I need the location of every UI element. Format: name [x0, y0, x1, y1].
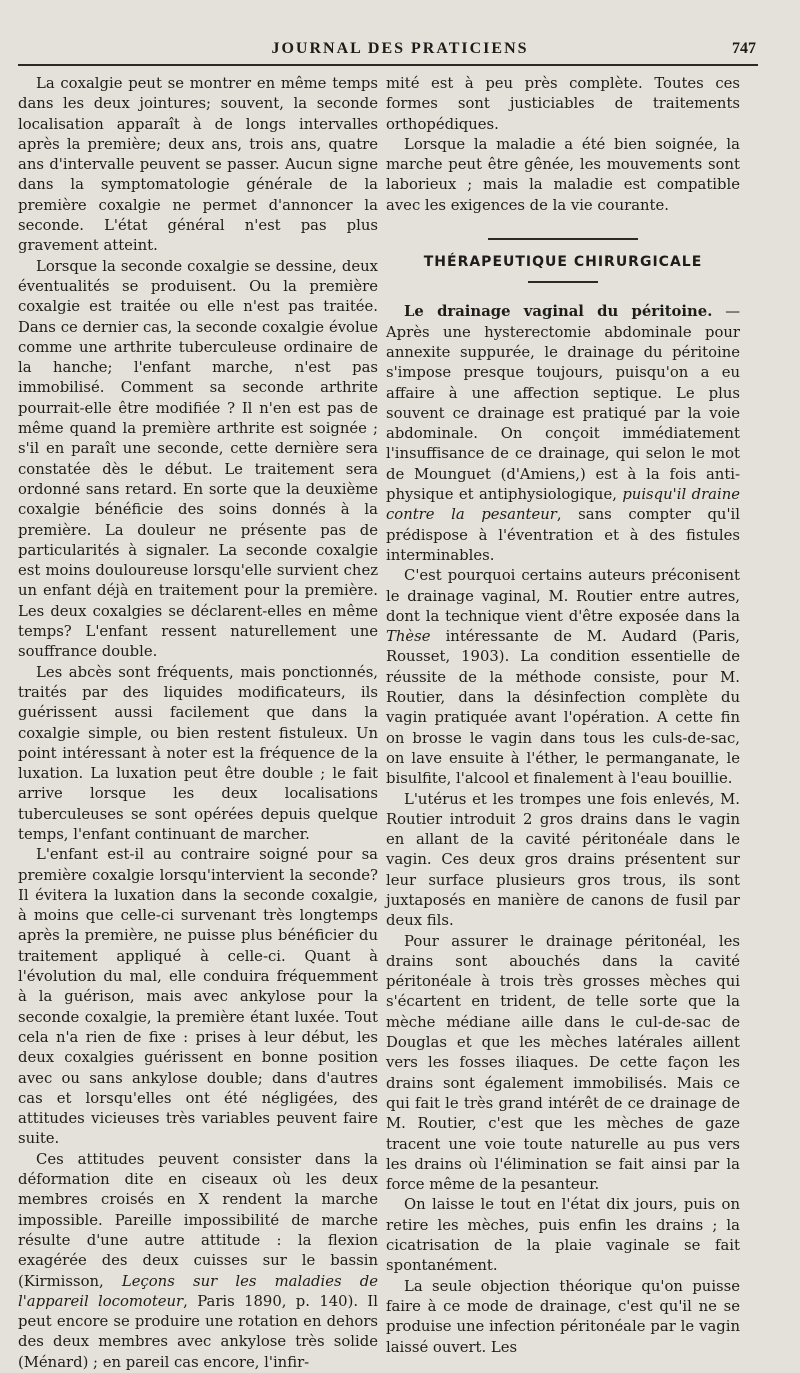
citation-title: Leçons sur les maladies de l'appareil locomoteur [18, 1272, 378, 1310]
paragraph: Les abcès sont fréquents, mais ponctionnés, traités par des liquides modificateurs, ils guérissent aussi facilement que dans la coxalgie simple, ou bien restent fistuleux. Un point intéressant à noter est la fréquence de la luxation. La luxation peut être double ; le fait arrive lorsque les deux localisations tuberculeuses se sont opérées depuis quelque temps, l'enfant continuant de marcher. [18, 663, 378, 843]
paragraph: On laisse le tout en l'état dix jours, puis on retire les mèches, puis enfin les drains ; la cicatrisation de la plaie vaginale se fait spontanément. [386, 1196, 740, 1275]
paragraph [18, 1150, 378, 1373]
paragraph-text: C'est pourquoi certains auteurs préconisent le drainage vaginal, M. Routier entre autres, dont la technique vient d'être exposée dans la [386, 567, 740, 625]
left-column [18, 74, 379, 1371]
paragraph: L'enfant est-il au contraire soigné pour sa première coxalgie lorsqu'intervient la seconde? Il évitera la luxation dans la seconde coxalgie, à moins que celle-ci survenant très longtemps après la première, ne puisse plus bénéficier du traitement appliqué à celle-ci. Quant à l'évolution du mal, elle conduira fréquemment à la guérison, mais avec ankylose pour la seconde coxalgie, la première étant luxée. Tout cela n'a rien de fixe : prises à leur début, les deux coxalgies guérissent en bonne position avec ou sans ankylose double; dans d'autres cas et lorsqu'elles ont été négligées, des attitudes vicieuses très variables peuvent faire suite. [18, 846, 378, 1148]
paragraph: L'utérus et les trompes une fois enlevés, M. Routier introduit 2 gros drains dans le vagin en allant de la cavité péritonéale dans le vagin. Ces deux gros drains présentent sur leur surface plusieurs gros trous, ils sont juxtaposés en manière de canons de fusil par deux fils. [386, 790, 740, 930]
header-rule [18, 64, 758, 66]
emphasis: Thèse [386, 628, 431, 646]
paragraph: Lorsque la maladie a été bien soignée, la marche peut être gênée, les mouvements sont laborieux ; mais la maladie est compatible avec les exigences de la vie courante. [386, 135, 740, 214]
paragraph: Pour assurer le drainage péritonéal, les drains sont abouchés dans la cavité péritonéale à trois très grosses mèches qui s'écartent en trident, de telle sorte que la mèche médiane aille dans le cul-de-sac de Douglas et que les mèches latérales aillent vers les fosses iliaques. De cette façon les drains sont également immobilisés. Mais ce qui fait le très grand intérêt de ce drainage de M. Routier, c'est que les mèches de gaze tracent une voie toute naturelle au pus vers les drains où l'élimination se fait ainsi par la force même de la pesanteur. [386, 932, 740, 1194]
page-header [0, 36, 800, 66]
paragraph-text: , Paris 1890, p. 140). Il peut encore se produire une rotation en dehors des deux membres avec ankylose très solide (Ménard) ; en pareil cas encore, l'infir- [18, 1292, 379, 1371]
paragraph: mité est à peu près complète. Toutes ces formes sont justiciables de traitements orthopédiques. [386, 75, 740, 133]
paragraph: Lorsque la seconde coxalgie se dessine, deux éventualités se produisent. Ou la première coxalgie est traitée ou elle n'est pas traitée. Dans ce dernier cas, la seconde coxalgie évolue comme une arthrite tuberculeuse ordinaire de la hanche; l'enfant marche, n'est pas immobilisé. Comment sa seconde arthrite pourrait-elle être modifiée ? Il n'en est pas de même quand la première arthrite est soignée ; s'il en paraît une seconde, cette dernière sera constatée dès le début. Le traitement sera ordonné sans retard. En sorte que la deuxième coxalgie bénéficie des soins donnés à la première. La douleur ne présente pas de particularités à signaler. La seconde coxalgie est moins douloureuse lorsqu'elle survient chez un enfant déjà en traitement pour la première. Les deux coxalgies se déclarent-elles en même temps? L'enfant ressent naturellement une souffrance double. [18, 257, 378, 661]
paragraph [386, 302, 740, 566]
article-title: Le drainage vaginal du péritoine. [404, 303, 713, 321]
right-column [386, 74, 740, 1356]
paragraph-text: , sans compter qu'il prédispose à l'éventration et à des fistules interminables. [386, 506, 740, 564]
paragraph [386, 566, 740, 789]
paragraph: La coxalgie peut se montrer en même temps dans les deux jointures; souvent, la seconde localisation apparaît à de longs intervalles après la première; deux ans, trois ans, quatre ans d'intervalle peuvent se passer. Aucun signe dans la symptomatologie générale de la première coxalgie ne permet d'annoncer la seconde. L'état général n'est pas plus gravement atteint. [18, 75, 378, 255]
running-title: JOURNAL DES PRATICIENS [271, 40, 529, 57]
section-heading: THÉRAPEUTIQUE CHIRURGICALE [423, 254, 703, 271]
paragraph-text: Ces attitudes peuvent consister dans la déformation dite en ciseaux où les deux membres croisés en X rendent la marche impossible. Pareille impossibilité de marche résulte d'une autre attitude : la flexion exagérée des deux cuisses sur le bassin (Kirmisson, [18, 1150, 378, 1290]
page-number: 747 [732, 40, 756, 57]
paragraph-text: intéressante de M. Audard (Paris, Rousset, 1903). La condition essentielle de réussite de la méthode consiste, pour M. Routier, dans la désinfection complète du vagin pratiquée avant l'opération. A cette fin on brosse le vagin dans tous les culs-de-sac, on lave ensuite à l'éther, le permanganate, le bisulfite, l'alcool et finalement à l'eau bouillie. [386, 628, 740, 788]
paragraph: La seule objection théorique qu'on puisse faire à ce mode de drainage, c'est qu'il ne se produise une infection péritonéale par le vagin laissé ouvert. Les [386, 1277, 740, 1356]
emphasis: puisqu'il draine contre la pesanteur [386, 486, 740, 524]
paragraph-text: — Après une hysterectomie abdominale pour annexite suppurée, le drainage du péritoine s'impose presque toujours, puisqu'on a eu affaire à une affection septique. Le plus souvent ce drainage est pratiqué par la voie abdominale. On conçoit immédiatement l'insuffisance de ce drainage, qui selon le mot de Mounguet (d'Amiens,) est à la fois anti-physique et antiphysiologique, [386, 303, 740, 504]
